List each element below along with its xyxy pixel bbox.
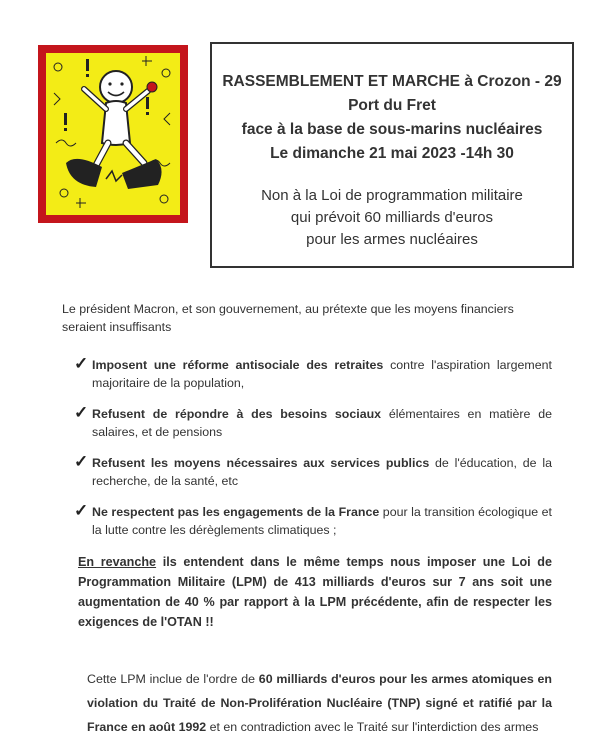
bullet-text: contre l'aspiration largement majoritaire de la population, — [92, 358, 552, 390]
list-item — [62, 405, 552, 441]
event-location-detail: face à la base de sous-marins nucléaires — [241, 121, 543, 138]
poster-illustration — [38, 45, 188, 223]
bullet-text: pour la transition écologique et la lutte contre les dérèglements climatiques ; — [92, 505, 552, 537]
body-text — [62, 300, 552, 739]
checkmark-icon: ✓ — [74, 403, 89, 422]
checkmark-icon: ✓ — [74, 354, 89, 373]
event-subtitle-line-1: Non à la Loi de programmation militaire — [261, 187, 523, 204]
lpm-bold: 60 milliards d'euros pour les armes atomiques en violation du Traité de Non-Prolifération Nucléaire (TNP) signé et ratifié par la France en août 1992 — [87, 672, 552, 734]
event-location: Port du Fret — [348, 97, 436, 114]
bullet-bold: Refusent de répondre à des besoins sociaux — [92, 407, 382, 421]
event-subtitle-line-3: pour les armes nucléaires — [306, 231, 478, 248]
lpm-paragraph — [87, 667, 552, 739]
bullet-bold: Ne respectent pas les engagements de la France — [92, 505, 380, 519]
bullet-list — [62, 356, 552, 539]
bullet-text: de l'éducation, de la recherche, de la santé, etc — [92, 456, 552, 488]
lpm-text-1: Cette LPM inclue de l'ordre de — [87, 672, 259, 686]
revanche-underlined: En revanche — [78, 555, 157, 569]
poster-drawing — [46, 53, 180, 215]
event-title: RASSEMBLEMENT ET MARCHE à Crozon - 29 — [222, 73, 562, 90]
bullet-text: élémentaires en matière de salaires, et de pensions — [92, 407, 552, 439]
list-item — [62, 356, 552, 392]
checkmark-icon: ✓ — [74, 452, 89, 471]
revanche-paragraph — [78, 552, 552, 632]
event-date: Le dimanche 21 mai 2023 -14h 30 — [270, 145, 514, 162]
list-item — [62, 503, 552, 539]
bullet-bold: Imposent une réforme antisociale des retraites — [92, 358, 384, 372]
bullet-bold: Refusent les moyens nécessaires aux services publics — [92, 456, 430, 470]
lpm-text-2: et en contradiction avec le Traité sur l'interdiction des armes — [206, 720, 539, 734]
revanche-text: ils entendent dans le même temps nous imposer une Loi de Programmation Militaire (LPM) de 413 milliards d'euros sur 7 ans soit une augmentation de 40 % par rapport à la LPM précédente, afin de respecter les exigences de l'OTAN !! — [78, 555, 552, 629]
event-subtitle-line-2: qui prévoit 60 milliards d'euros — [290, 209, 494, 226]
checkmark-icon: ✓ — [74, 501, 89, 520]
list-item — [62, 454, 552, 490]
event-header-box — [210, 42, 574, 268]
dancing-figure-icon — [46, 53, 180, 215]
intro-paragraph: Le président Macron, et son gouvernement, au prétexte que les moyens financiers seraient insuffisants — [62, 302, 514, 334]
